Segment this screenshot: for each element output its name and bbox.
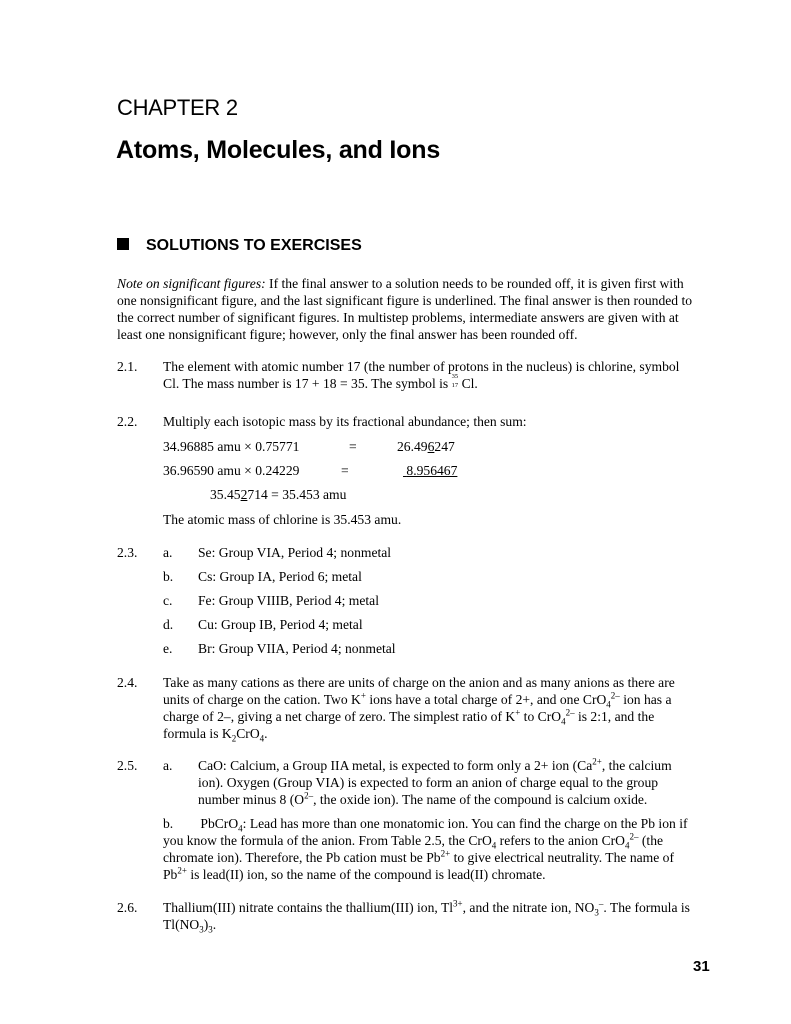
list-item-text: Cu: Group IB, Period 4; metal [198, 617, 363, 632]
note-label: Note on significant figures: [117, 276, 266, 291]
list-item-letter: d. [163, 617, 174, 632]
exercise-number: 2.4. [117, 675, 138, 690]
list-item-letter: c. [163, 593, 173, 608]
exercise-2-5b-text: b. PbCrO$_4$: Lead has more than one monatomic ion. You can find the charge on the Pb ion if you know the formula of the anion. From Table 2.5, the CrO$_4$ refers to the anion CrO$_4^{2-}$ (the chromate ion). Therefore, the Pb cation must be $Pb^{2+}$ to give electrical neutrality. The name of $Pb^{2+}$ is lead(II) ion, so the name of the compound is lead(II) chromate. [163, 816, 688, 882]
note-line: Note on significant figures: If the final answer to a solution needs to be rounded off, it is given first with [117, 276, 684, 291]
exercise-2-2-conclusion: The atomic mass of chlorine is 35.453 amu. [163, 512, 402, 527]
chapter-title: Atoms, Molecules, and Ions [116, 136, 441, 164]
exercise-2-4-text: Take as many cations as there are units of charge on the anion and as many anions as there are units of charge on the cation. Two K+ ions have a total charge of 2+, and one CrO$_4^{2-}$ ion has a charge of 2–, giving a net charge of zero. The simplest ratio of K+ to CrO$_4^{2-}$ is 2:1, and the formula is $K_2CrO_4$. [163, 675, 675, 744]
calc-sum: 35.452714 = 35.453 amu [210, 487, 347, 502]
list-item-text: Se: Group VIA, Period 4; nonmetal [198, 545, 392, 560]
section-heading-text: SOLUTIONS TO EXERCISES [146, 237, 362, 254]
note-line: the correct number of significant figures. In multistep problems, intermediate answers are given with at [117, 310, 679, 325]
exercise-2-2-intro: Multiply each isotopic mass by its fractional abundance; then sum: [163, 414, 527, 429]
calc-line-2-result: 8.956467 [406, 463, 458, 478]
exercise-2-1-text: The element with atomic number 17 (the number of protons in the nucleus) is chlorine, symbol Cl. The mass number is 17 + 18 = 35. The symbol is 35 17 Cl. [163, 359, 680, 391]
exercise-number: 2.6. [117, 900, 138, 915]
section-heading [117, 237, 362, 255]
list-item-letter: a. [163, 545, 173, 560]
calc-line-2-equals: = [341, 463, 349, 478]
calc-line-1-result: 26.496247 [397, 439, 455, 454]
bullet-square-icon [117, 238, 129, 250]
list-item-letter: a. [163, 758, 173, 773]
exercise-number: 2.5. [117, 758, 138, 773]
list-item-text: Fe: Group VIIIB, Period 4; metal [198, 593, 379, 608]
exercise-number: 2.1. [117, 359, 138, 374]
chapter-label: CHAPTER 2 [117, 95, 238, 120]
isotope-notation: 35 17 [451, 373, 459, 389]
list-item-letter: b. [163, 569, 174, 584]
calc-line-2-left: 36.96590 amu × 0.24229 [163, 463, 300, 478]
list-item-letter: e. [163, 641, 173, 656]
exercise-number: 2.3. [117, 545, 138, 560]
calc-line-1-equals: = [349, 439, 357, 454]
page-number: 31 [693, 958, 710, 975]
calc-line-1-left: 34.96885 amu × 0.75771 [163, 439, 300, 454]
exercise-number: 2.2. [117, 414, 138, 429]
note-line: one nonsignificant figure, and the last significant figure is underlined. The final answer is then rounded to [117, 293, 693, 308]
list-item-text: Cs: Group IA, Period 6; metal [198, 569, 362, 584]
significant-figures-note [117, 275, 721, 343]
list-item-text: Br: Group VIIA, Period 4; nonmetal [198, 641, 396, 656]
note-line: least one nonsignificant figure; however, only the final answer has been rounded off. [117, 327, 578, 342]
exercise-2-5a-text: CaO: Calcium, a Group IIA metal, is expected to form only a 2+ ion ($Ca^{2+}$, the calcium ion). Oxygen (Group VIA) is expected to form an anion of charge equal to the group number minus 8 ($O^{2-}$, the oxide ion). The name of the compound is calcium oxide. [198, 756, 672, 807]
exercise-2-6-text: Thallium(III) nitrate contains the thallium(III) ion, $Tl^{3+}$, and the nitrate ion, $NO_3^-$. The formula is $Tl(NO_3)_3$. [163, 898, 690, 935]
